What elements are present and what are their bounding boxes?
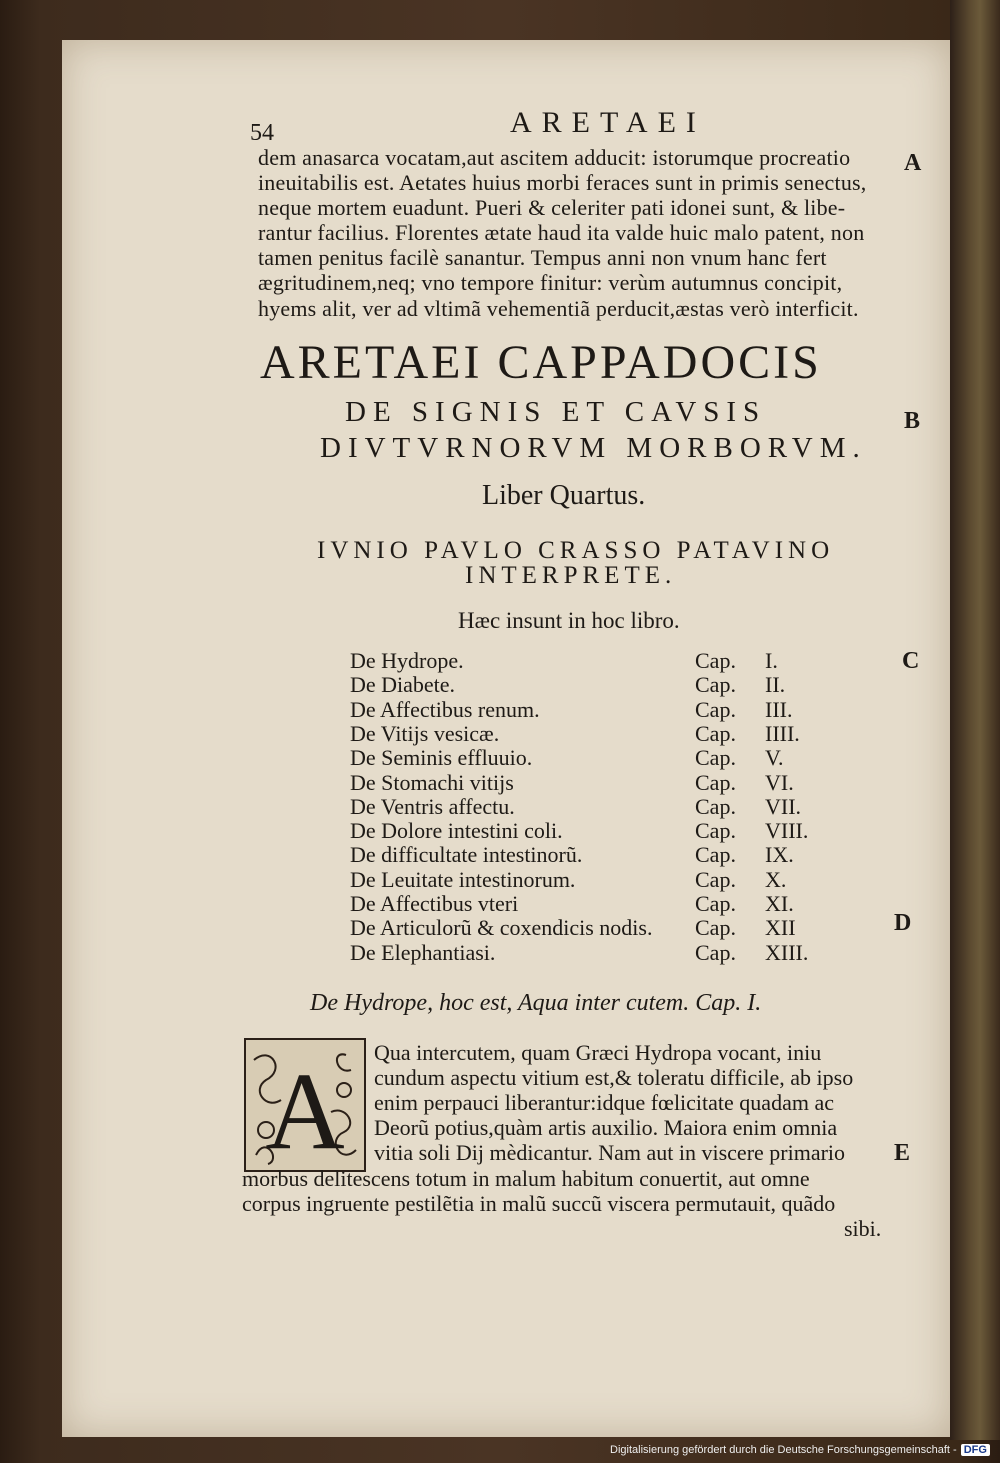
toc-row (350, 648, 850, 672)
toc-entry-number: IIII. (765, 720, 800, 746)
contents-heading: Hæc insunt in hoc libro. (458, 608, 680, 633)
toc-entry-number: I. (765, 648, 778, 673)
margin-letter-e: E (894, 1140, 911, 1166)
toc-entry-title: De Hydrope. (350, 648, 464, 673)
toc-row (350, 770, 850, 794)
book-page (62, 40, 950, 1437)
ornament-icon (246, 1040, 364, 1170)
toc-row (350, 697, 850, 721)
toc-entry-title: De Articulorũ & coxendicis nodis. (350, 915, 653, 941)
toc-entry-title: De Affectibus renum. (350, 696, 540, 722)
text-line: vitia soli Dij mèdicantur. Nam aut in viscere primario (374, 1140, 846, 1165)
margin-letter-c: C (902, 648, 920, 674)
page-number: 54 (250, 120, 274, 146)
toc-entry-number: II. (765, 672, 786, 698)
interpreter-line-2: INTERPRETE. (465, 562, 677, 589)
subtitle-line-1: DE SIGNIS ET CAVSIS (345, 396, 767, 428)
toc-entry-title: De Affectibus vteri (350, 891, 519, 916)
toc-entry-title: De Seminis effluuio. (350, 745, 533, 771)
initial-letter: A (265, 1050, 345, 1170)
toc-entry-title: De Vitijs vesicæ. (350, 720, 500, 746)
toc-entry-cap: Cap. (695, 842, 736, 868)
toc-entry-cap: Cap. (695, 866, 736, 892)
toc-entry-number: VIII. (765, 818, 809, 844)
toc-entry-number: V. (765, 745, 784, 771)
catchword: sibi. (844, 1216, 882, 1241)
toc-entry-cap: Cap. (695, 696, 736, 722)
text-line: Deorũ potius,quàm artis auxilio. Maiora enim omnia (374, 1115, 838, 1140)
toc-entry-title: De Stomachi vitijs (350, 769, 514, 795)
toc-row (350, 745, 850, 769)
toc-entry-cap: Cap. (695, 891, 736, 916)
toc-entry-cap: Cap. (695, 672, 736, 698)
toc-entry-cap: Cap. (695, 818, 736, 844)
credit-text: Digitalisierung gefördert durch die Deutsche Forschungsgemeinschaft - (610, 1444, 957, 1456)
text-line: corpus ingruente pestilẽtia in malũ succũ viscera permutauit, quãdo (242, 1191, 836, 1216)
digitization-credit (610, 1444, 990, 1456)
toc-entry-title: De Ventris affectu. (350, 793, 515, 819)
toc-entry-number: XIII. (765, 939, 809, 965)
toc-row (350, 915, 850, 939)
toc-entry-number: XII (765, 915, 796, 941)
toc-entry-title: De Leuitate intestinorum. (350, 866, 576, 892)
toc-entry-number: VI. (765, 769, 794, 795)
toc-entry-cap: Cap. (695, 793, 736, 819)
text-line: hyems alit, ver ad vltimã vehementiã perducit,æstas verò interficit. (258, 296, 859, 321)
toc-entry-title: De Dolore intestini coli. (350, 818, 563, 844)
margin-letter-d: D (894, 910, 912, 936)
book-label: Liber Quartus. (482, 480, 646, 511)
toc-entry-cap: Cap. (695, 939, 736, 965)
toc-entry-cap: Cap. (695, 745, 736, 771)
text-line: tamen penitus facilè sanantur. Tempus anni non vnum hanc fert (258, 245, 827, 270)
toc-row (350, 672, 850, 696)
text-line: neque mortem euadunt. Pueri & celeriter pati idonei sunt, & libe- (258, 195, 846, 220)
toc-row (350, 842, 850, 866)
text-line: morbus delitescens totum in malum habitum conuertit, aut omne (242, 1166, 810, 1191)
toc-entry-cap: Cap. (695, 915, 736, 941)
toc-entry-number: VII. (765, 793, 802, 819)
subtitle-line-2: DIVTVRNORVM MORBORVM. (320, 432, 867, 464)
toc-entry-cap: Cap. (695, 720, 736, 746)
toc-row (350, 721, 850, 745)
toc-row (350, 818, 850, 842)
toc-entry-title: De Diabete. (350, 672, 456, 698)
toc-row (350, 891, 850, 915)
text-line: enim perpauci liberantur:idque fœlicitate quadam ac (374, 1090, 834, 1115)
chapter-heading: De Hydrope, hoc est, Aqua inter cutem. Cap. I. (310, 990, 762, 1016)
margin-letter-b: B (904, 408, 921, 434)
toc-entry-number: IX. (765, 842, 794, 868)
text-line: Qua intercutem, quam Græci Hydropa vocant, iniu (374, 1040, 822, 1065)
text-line: cundum aspectu vitium est,& toleratu difficile, ab ipso (374, 1065, 854, 1090)
interpreter-line-1: IVNIO PAVLO CRASSO PATAVINO (317, 537, 835, 564)
book-title: ARETAEI CAPPADOCIS (260, 336, 822, 389)
toc-entry-title: De difficultate intestinorũ. (350, 842, 583, 868)
toc-entry-cap: Cap. (695, 648, 736, 673)
toc-entry-number: X. (765, 866, 787, 892)
running-title: ARETAEI (510, 106, 706, 139)
toc-row (350, 867, 850, 891)
decorated-initial (244, 1038, 366, 1172)
text-line: ineuitabilis est. Aetates huius morbi feraces sunt in primis senectus, (258, 170, 867, 195)
text-line: rantur facilius. Florentes ætate haud ita valde huic malo patent, non (258, 220, 865, 245)
toc-row (350, 794, 850, 818)
toc-entry-number: XI. (765, 891, 794, 916)
text-line: ægritudinem,neq; vno tempore finitur: verùm autumnus concipit, (258, 270, 843, 295)
toc-entry-title: De Elephantiasi. (350, 939, 496, 965)
toc-entry-number: III. (765, 696, 793, 722)
dfg-logo: DFG (961, 1444, 990, 1456)
margin-letter-a: A (904, 150, 922, 176)
book-edge (950, 0, 1000, 1440)
toc-entry-cap: Cap. (695, 769, 736, 795)
toc-row (350, 940, 850, 964)
text-line: dem anasarca vocatam,aut ascitem adducit: istorumque procreatio (258, 145, 851, 170)
